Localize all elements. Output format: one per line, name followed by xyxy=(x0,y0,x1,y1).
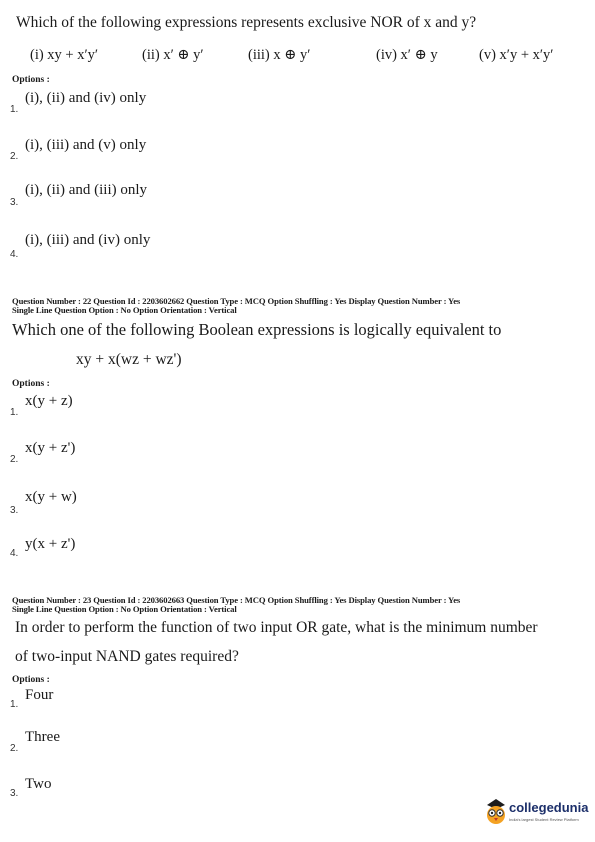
q21-choice-i: (i) xy + x′y′ xyxy=(30,47,99,63)
logo-wordmark: collegedunia xyxy=(509,800,589,815)
q22-option-1-num: 1. xyxy=(10,407,19,418)
q21-option-3[interactable]: (i), (ii) and (iii) only xyxy=(25,182,148,198)
q23-text-line1: In order to perform the function of two input OR gate, what is the minimum number xyxy=(15,619,538,636)
q21-text: Which of the following expressions represents exclusive NOR of x and y? xyxy=(16,14,477,31)
q22-text: Which one of the following Boolean expressions is logically equivalent to xyxy=(12,320,502,339)
q21-option-1-num: 1. xyxy=(10,104,19,115)
q22-option-2[interactable]: x(y + z') xyxy=(25,440,76,456)
q21-choice-v: (v) x′y + x′y′ xyxy=(479,47,554,63)
q23-option-2-num: 2. xyxy=(10,743,19,754)
q23-text-line2: of two-input NAND gates required? xyxy=(15,648,239,665)
q21-option-2[interactable]: (i), (iii) and (v) only xyxy=(25,137,147,153)
q23-option-1[interactable]: Four xyxy=(25,687,54,703)
q22-option-3[interactable]: x(y + w) xyxy=(25,489,77,505)
q22-meta-line2: Single Line Question Option : No Option Orientation : Vertical xyxy=(12,305,237,315)
q21-choice-iii: (iii) x ⊕ y′ xyxy=(248,47,311,63)
q22-option-3-num: 3. xyxy=(10,505,19,516)
q22-options-label: Options : xyxy=(12,379,50,389)
q22-expression: xy + x(wz + wz') xyxy=(76,351,182,368)
q21-choice-ii: (ii) x′ ⊕ y′ xyxy=(142,47,204,63)
q22-option-4-num: 4. xyxy=(10,548,19,559)
q22-option-1[interactable]: x(y + z) xyxy=(25,393,73,409)
collegedunia-logo xyxy=(484,795,592,835)
q22-meta-line1: Question Number : 22 Question Id : 2203602662 Question Type : MCQ Option Shuffling : Yes Display Question Number : Yes xyxy=(12,296,461,306)
q23-meta-line2: Single Line Question Option : No Option Orientation : Vertical xyxy=(12,604,237,614)
q21-option-1[interactable]: (i), (ii) and (iv) only xyxy=(25,90,147,106)
owl-mascot-icon xyxy=(484,797,508,827)
q22-option-4[interactable]: y(x + z') xyxy=(25,536,76,552)
q23-option-3-num: 3. xyxy=(10,788,19,799)
q23-options-label: Options : xyxy=(12,675,50,685)
q23-meta-line1: Question Number : 23 Question Id : 2203602663 Question Type : MCQ Option Shuffling : Yes Display Question Number : Yes xyxy=(12,595,461,605)
q21-choice-iv: (iv) x′ ⊕ y xyxy=(376,47,438,63)
q23-option-1-num: 1. xyxy=(10,699,19,710)
q21-option-2-num: 2. xyxy=(10,151,19,162)
q23-option-3[interactable]: Two xyxy=(25,776,52,792)
q21-option-4-num: 4. xyxy=(10,249,19,260)
q22-option-2-num: 2. xyxy=(10,454,19,465)
q21-option-4[interactable]: (i), (iii) and (iv) only xyxy=(25,232,151,248)
q21-options-label: Options : xyxy=(12,75,50,85)
logo-tagline: India's largest Student Review Platform xyxy=(509,817,579,822)
q23-option-2[interactable]: Three xyxy=(25,729,60,745)
q21-option-3-num: 3. xyxy=(10,197,19,208)
